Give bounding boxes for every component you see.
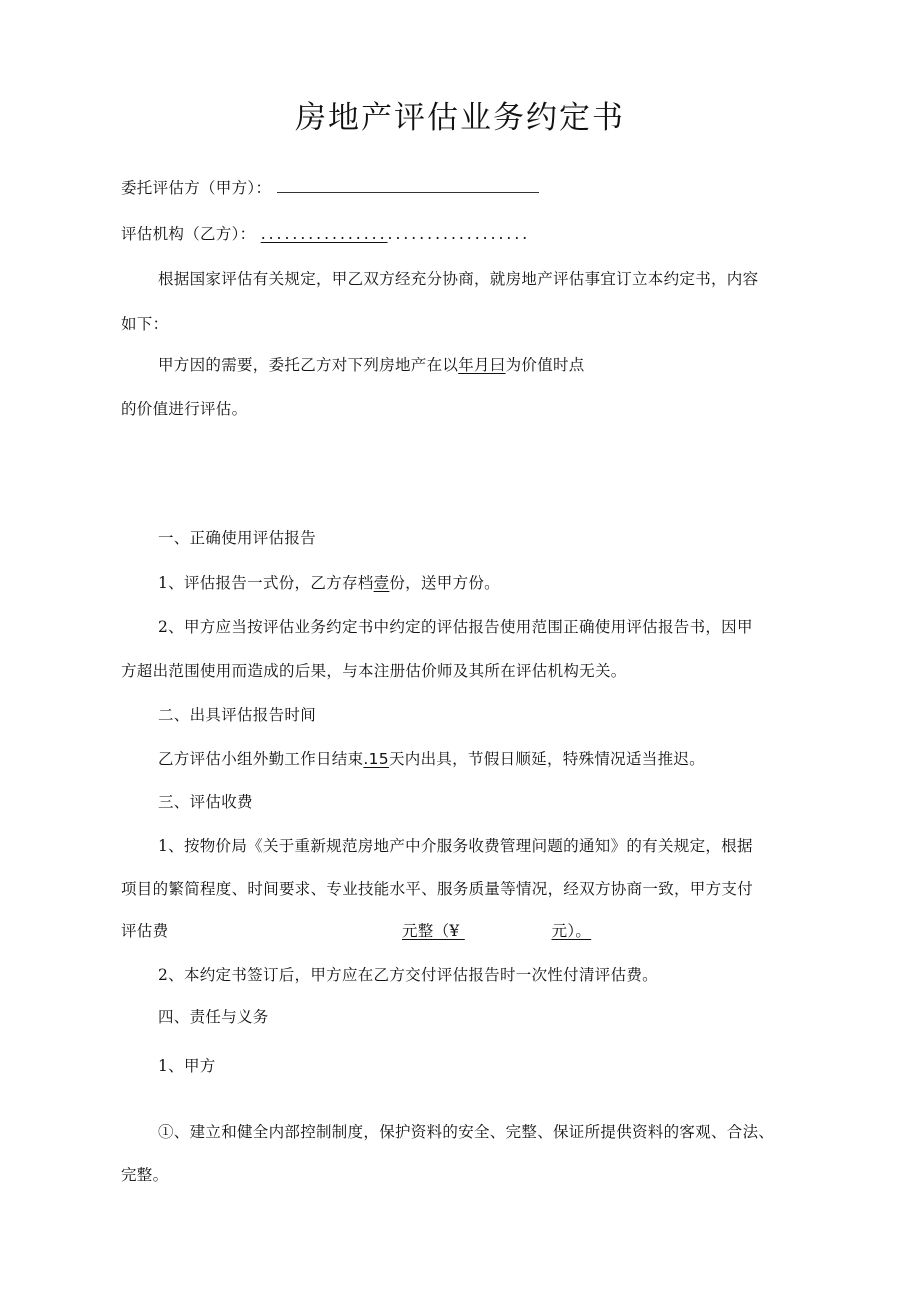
intro-line-1: 根据国家评估有关规定，甲乙双方经充分协商，就房地产评估事宜订立本约定书，内容 [158,270,759,288]
purpose-line-1 [158,353,585,375]
client-blank [277,178,539,193]
purpose-text-a: 甲方因的需要，委托乙方对下列房地产在以 [158,356,459,374]
fee-text-b: 元）。 [551,922,592,940]
client-line [121,176,539,198]
fee-text-a: 元整（¥ [402,922,460,940]
s2-item1-text-a: 乙方评估小组外勤工作日结束 [158,750,364,768]
section-4-item-1-line-2: 完整。 [121,1166,169,1184]
section-4-heading: 四、责任与义务 [158,1008,269,1026]
section-1-item-2-line-1: 2、甲方应当按评估业务约定书中约定的评估报告使用范围正确使用评估报告书，因甲 [158,618,753,636]
section-4-item-1-line-1: ①、建立和健全内部控制制度，保护资料的安全、完整、保证所提供资料的客观、合法、 [158,1123,775,1141]
section-3-fee-amount [402,919,591,941]
section-2-heading: 二、出具评估报告时间 [158,706,317,724]
fee-blank [460,922,552,940]
purpose-date: 年月曰 [458,356,506,374]
s1-item1-text-a: 1、评估报告一式份，乙方存档 [158,574,374,592]
purpose-text-b: 为价值时点 [505,356,585,374]
s1-item1-text-b: 份，送甲方份。 [389,574,500,592]
section-3-item-1-line-1: 1、按物价局《关于重新规范房地产中介服务收费管理问题的通知》的有关规定，根据 [158,837,753,855]
section-1-item-2-line-2: 方超出范围使用而造成的后果，与本注册估价师及其所在评估机构无关。 [121,662,627,680]
agency-dots-underlined: ................ [260,225,388,243]
agency-line [121,222,530,244]
agency-dots: .................. [387,225,531,243]
s2-item1-days: .15 [363,750,389,768]
section-3-heading: 三、评估收费 [158,793,253,811]
section-4-sub-1: 1、甲方 [158,1057,216,1075]
section-3-fee-label: 评估费 [121,922,169,940]
intro-line-2: 如下： [121,315,169,333]
s1-item1-copies: 壹 [373,574,390,592]
section-1-item-1 [158,571,500,593]
section-1-heading: 一、正确使用评估报告 [158,529,317,547]
section-2-item-1 [158,747,705,769]
client-label: 委托评估方（甲方）： [121,179,272,197]
purpose-line-2: 的价值进行评估。 [121,400,248,418]
section-3-item-1-line-2: 项目的繁简程度、时间要求、专业技能水平、服务质量等情况，经双方协商一致，甲方支付 [121,880,754,898]
section-3-item-2: 2、本约定书签订后，甲方应在乙方交付评估报告时一次性付清评估费。 [158,966,658,984]
s2-item1-text-b: 天内出具，节假日顺延，特殊情况适当推迟。 [388,750,705,768]
agency-label: 评估机构（乙方）： [121,225,256,243]
document-title: 房地产评估业务约定书 [295,100,625,136]
